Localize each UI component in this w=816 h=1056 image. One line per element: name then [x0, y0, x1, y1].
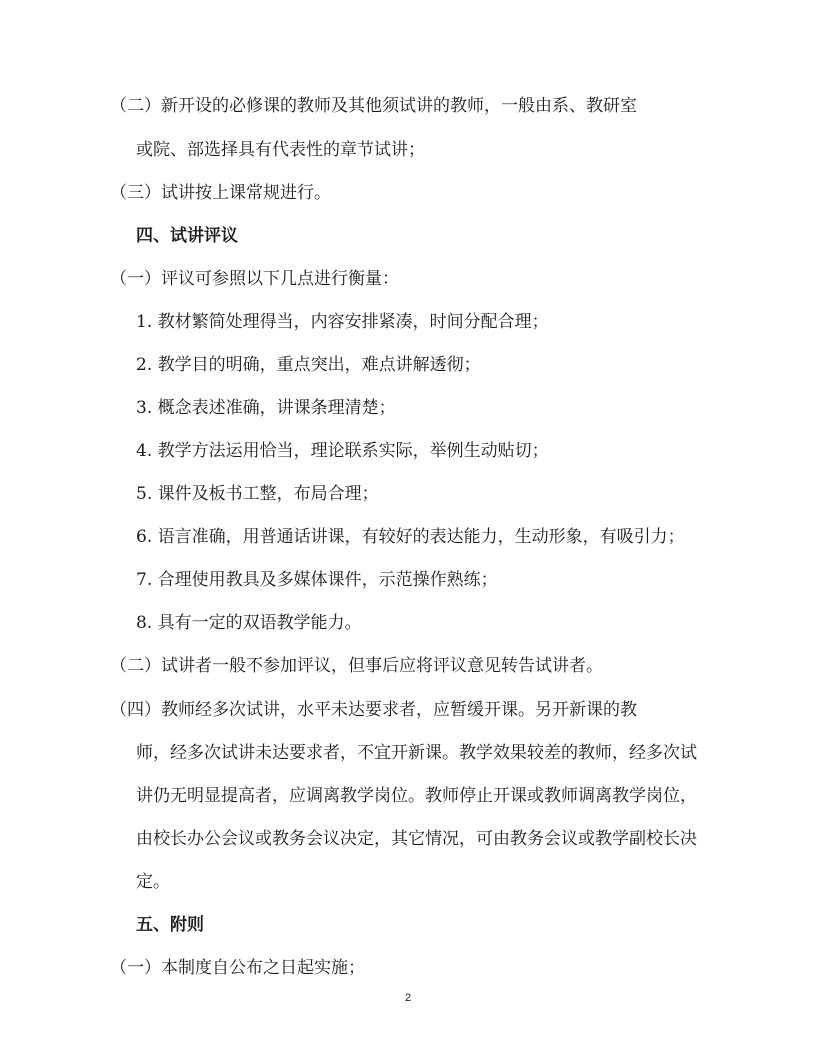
- paragraph-line: （四）教师经多次试讲，水平未达要求者，应暂缓开课。另开新课的教: [110, 700, 637, 720]
- paragraph-line: （一）本制度自公布之日起实施；: [110, 958, 365, 978]
- list-item: 8. 具有一定的双语教学能力。: [136, 613, 362, 633]
- paragraph-line: （三）试讲按上课常规进行。: [110, 183, 331, 203]
- section-heading: 五、附则: [136, 915, 204, 935]
- section-heading: 四、试讲评议: [136, 226, 238, 246]
- list-item: 2. 教学目的明确，重点突出，难点讲解透彻；: [136, 355, 481, 375]
- paragraph-line: （一）评议可参照以下几点进行衡量：: [110, 269, 399, 289]
- page-number: 2: [404, 992, 412, 1004]
- list-item: 5. 课件及板书工整，布局合理；: [136, 484, 379, 504]
- list-item: 7. 合理使用教具及多媒体课件，示范操作熟练；: [136, 570, 498, 590]
- paragraph-line: （二）试讲者一般不参加评议，但事后应将评议意见转告试讲者。: [110, 656, 603, 676]
- list-item: 4. 教学方法运用恰当，理论联系实际，举例生动贴切；: [136, 441, 549, 461]
- paragraph-line: 由校长办公会议或教务会议决定，其它情况，可由教务会议或教学副校长决: [136, 829, 697, 849]
- paragraph-line: 或院、部选择具有代表性的章节试讲；: [136, 140, 425, 160]
- paragraph-line: 定。: [136, 872, 170, 892]
- list-item: 1. 教材繁简处理得当，内容安排紧凑，时间分配合理；: [136, 312, 549, 332]
- paragraph-line: 讲仍无明显提高者，应调离教学岗位。教师停止开课或教师调离教学岗位，: [136, 786, 697, 806]
- paragraph-line: （二）新开设的必修课的教师及其他须试讲的教师，一般由系、教研室: [110, 96, 637, 116]
- list-item: 6. 语言准确，用普通话讲课，有较好的表达能力，生动形象，有吸引力；: [136, 527, 685, 547]
- list-item: 3. 概念表述准确，讲课条理清楚；: [136, 398, 396, 418]
- paragraph-line: 师，经多次试讲未达要求者，不宜开新课。教学效果较差的教师，经多次试: [136, 743, 697, 763]
